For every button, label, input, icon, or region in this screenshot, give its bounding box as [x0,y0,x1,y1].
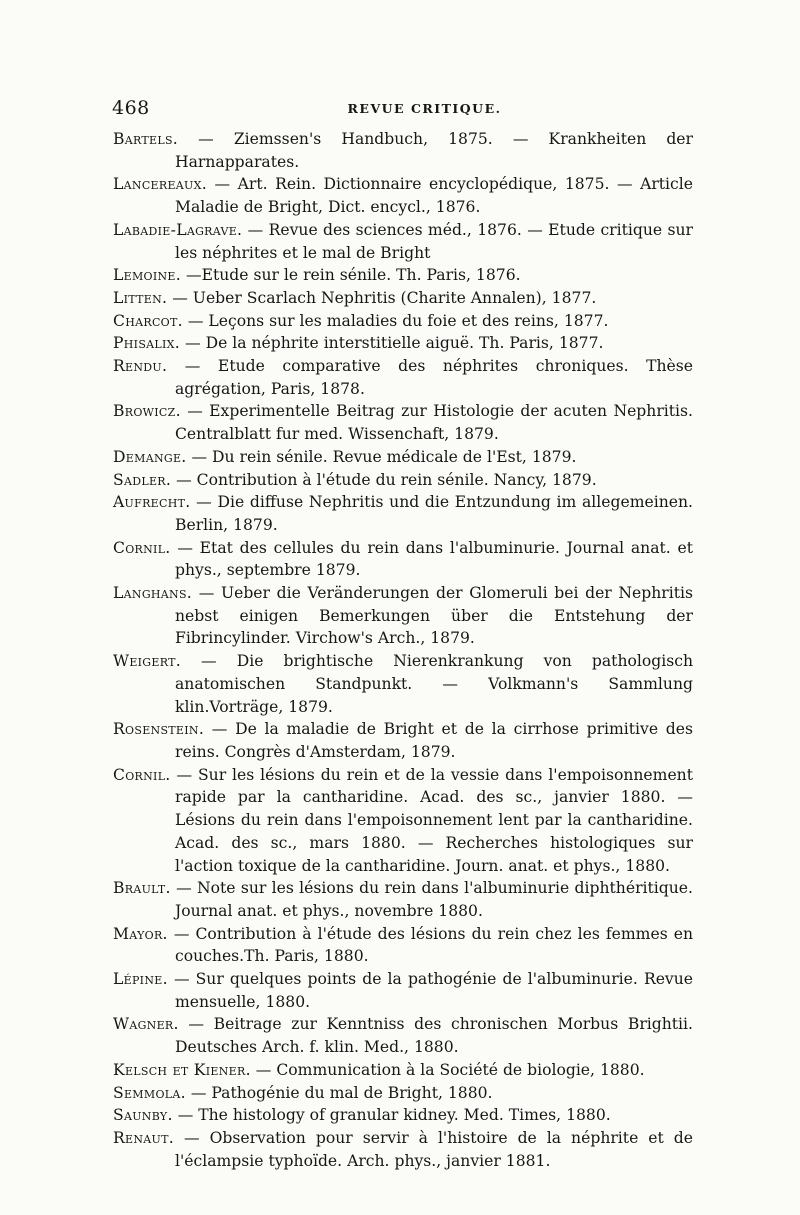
reference-entry [113,764,693,878]
reference-author: Cornil. [113,765,171,784]
reference-text: — Art. Rein. Dictionnaire encyclopédique, 1875. — Article Maladie de Bright, Dict. encycl., 1876. [175,175,693,217]
reference-author: Browicz. [113,402,181,421]
reference-text: — Sur quelques points de la pathogénie de l'albuminurie. Revue mensuelle, 1880. [167,970,693,1011]
reference-entry [113,446,693,469]
reference-text: —Etude sur le rein sénile. Th. Paris, 1876. [181,266,521,285]
reference-entry [113,287,693,310]
reference-text: — Sur les lésions du rein et de la vessie dans l'empoisonnement rapide par la cantharidine. Acad. des sc., janvier 1880. — Lésions du rein dans l'empoisonnement lent par la cantharidine. Acad. des sc., mars 1880. — Recherches histologiques sur l'action toxique de la cantharidine. Journ. anat. et phys., 1880. [170,765,693,875]
reference-author: Litten. [113,288,168,307]
reference-author: Rosenstein. [113,720,205,739]
reference-text: — Du rein sénile. Revue médicale de l'Est, 1879. [186,447,577,466]
reference-entry [113,1104,693,1127]
reference-text: — Communication à la Société de biologie, 1880. [250,1060,645,1079]
reference-entry [113,923,693,968]
reference-text: — Die brightische Nierenkrankung von pathologisch anatomischen Standpunkt. — Volkmann's Sammlung klin.Vorträge, 1879. [175,652,693,716]
reference-author: Phisalix. [113,334,181,353]
reference-entry [113,469,693,492]
reference-author: Mayor. [113,924,168,943]
reference-entry [113,650,693,718]
reference-entry [113,1127,693,1172]
reference-entry [113,537,693,582]
reference-text: — Experimentelle Beitrag zur Histologie der acuten Nephritis. Centralblatt fur med. Wissenchaft, 1879. [175,402,693,444]
reference-text: — Beitrage zur Kenntniss des chronischen Morbus Brightii. Deutsches Arch. f. klin. Med., 1880. [175,1015,693,1057]
reference-author: Sadler. [113,470,172,489]
reference-text: — Ziemssen's Handbuch, 1875. — Krankheiten der Harnapparates. [175,130,693,171]
reference-entry [113,582,693,650]
reference-author: Weigert. [113,652,182,671]
reference-author: Lemoine. [113,266,182,285]
reference-author: Semmola. [113,1083,186,1102]
page-number: 468 [112,97,150,119]
reference-author: Renaut. [113,1128,175,1147]
reference-entry [113,310,693,333]
page-header [112,97,692,121]
reference-entry [113,1013,693,1058]
reference-text: — Etude comparative des néphrites chroniques. Thèse agrégation, Paris, 1878. [167,357,693,398]
reference-author: Kelsch et Kiener. [113,1060,251,1079]
reference-entry [113,491,693,536]
reference-author: Rendu. [113,357,168,376]
reference-author: Lépine. [113,970,168,989]
reference-text: — De la néphrite interstitielle aiguë. Th. Paris, 1877. [180,334,604,353]
reference-entry [113,1059,693,1082]
reference-entry [113,718,693,763]
reference-author: Saunby. [113,1106,173,1125]
reference-entry [113,219,693,264]
reference-text: — Observation pour servir à l'histoire de la néphrite et de l'éclampsie typhoïde. Arch. phys., janvier 1881. [174,1128,693,1170]
running-title: REVUE CRITIQUE. [347,101,502,116]
reference-text: — Contribution à l'étude des lésions du rein chez les femmes en couches.Th. Paris, 1880. [167,924,693,966]
reference-author: Aufrecht. [113,493,191,512]
reference-entry [113,264,693,287]
reference-entry [113,1082,693,1105]
reference-entry [113,968,693,1013]
reference-entry [113,173,693,218]
reference-entry [113,332,693,355]
reference-text: — De la maladie de Bright et de la cirrhose primitive des reins. Congrès d'Amsterdam, 1879. [175,720,693,761]
reference-text: — Revue des sciences méd., 1876. — Etude critique sur les néphrites et le mal de Bright [175,220,693,262]
reference-text: — Leçons sur les maladies du foie et des reins, 1877. [182,311,609,330]
reference-author: Langhans. [113,584,193,603]
reference-author: Bartels. [113,130,179,148]
reference-list [113,128,693,1172]
reference-entry [113,400,693,445]
reference-text: — Ueber Scarlach Nephritis (Charite Annalen), 1877. [167,288,597,307]
reference-author: Cornil. [113,538,171,557]
reference-author: Wagner. [113,1015,179,1034]
reference-author: Charcot. [113,311,183,330]
reference-entry [113,128,693,173]
reference-author: Lancereaux. [113,175,207,194]
reference-text: — Etat des cellules du rein dans l'albuminurie. Journal anat. et phys., septembre 1879. [170,538,693,580]
reference-text: — Contribution à l'étude du rein sénile. Nancy, 1879. [171,470,597,489]
reference-entry [113,355,693,400]
reference-entry [113,877,693,922]
reference-text: — Ueber die Veränderungen der Glomeruli bei der Nephritis nebst einigen Bemerkungen über die Entstehung der Fibrincylinder. Virchow's Arch., 1879. [175,584,693,648]
reference-text: — Die diffuse Nephritis und die Entzundung im allegemeinen. Berlin, 1879. [175,493,693,534]
reference-author: Labadie-Lagrave. [113,220,243,239]
reference-author: Brault. [113,879,171,898]
reference-text: — The histology of granular kidney. Med. Times, 1880. [172,1106,611,1125]
reference-text: — Pathogénie du mal de Bright, 1880. [185,1083,493,1102]
reference-text: — Note sur les lésions du rein dans l'albuminurie diphthéritique. Journal anat. et phys., novembre 1880. [170,879,693,920]
reference-author: Demange. [113,447,187,466]
